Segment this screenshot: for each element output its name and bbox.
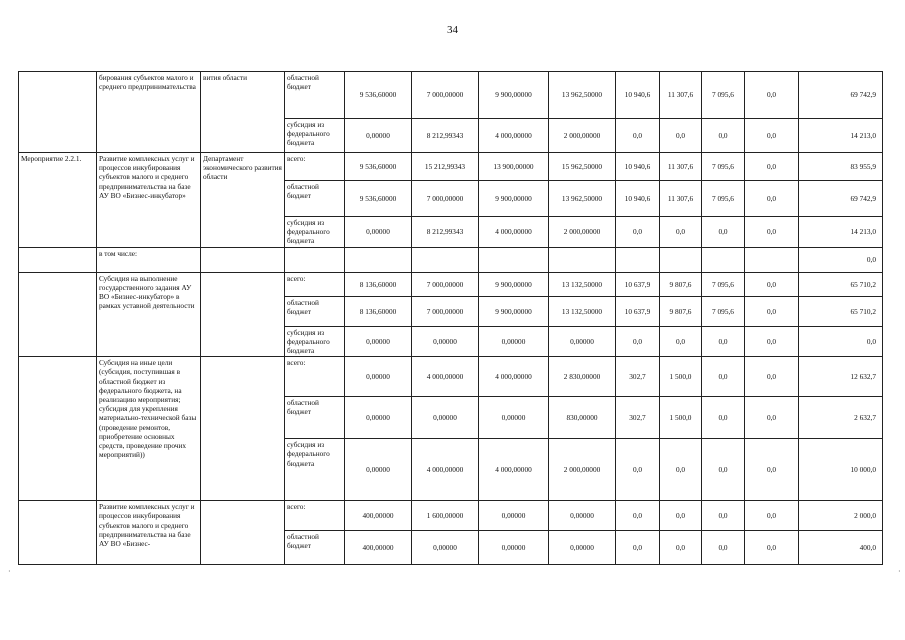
year-value-cell: 0,0 — [745, 296, 799, 326]
funding-source-cell: областной бюджет — [285, 531, 345, 565]
year-value-cell: 0,0 — [616, 531, 660, 565]
year-value-cell: 0,0 — [745, 153, 799, 181]
event-number-cell — [19, 72, 97, 153]
year-value-cell — [745, 247, 799, 272]
year-value-cell: 11 307,6 — [660, 72, 702, 119]
total-value-cell: 12 632,7 — [799, 357, 883, 397]
executor-cell: вития области — [201, 72, 285, 153]
year-value-cell: 8 212,99343 — [412, 217, 479, 248]
funding-source-cell: всего: — [285, 501, 345, 531]
executor-cell — [201, 272, 285, 357]
year-value-cell: 7 000,00000 — [412, 272, 479, 296]
year-value-cell: 0,0 — [702, 439, 745, 501]
year-value-cell: 7 000,00000 — [412, 181, 479, 217]
year-value-cell: 7 000,00000 — [412, 72, 479, 119]
funding-source-cell: субсидия из федерального бюджета — [285, 217, 345, 248]
year-value-cell: 2 000,00000 — [549, 119, 616, 153]
year-value-cell: 0,0 — [616, 501, 660, 531]
event-number-cell — [19, 247, 97, 272]
total-value-cell: 65 710,2 — [799, 272, 883, 296]
funding-source-cell: всего: — [285, 153, 345, 181]
year-value-cell: 830,00000 — [549, 397, 616, 439]
table-row — [19, 501, 883, 531]
year-value-cell: 0,0 — [660, 501, 702, 531]
year-value-cell — [616, 247, 660, 272]
year-value-cell: 0,0 — [745, 119, 799, 153]
funding-source-cell: субсидия из федерального бюджета — [285, 326, 345, 357]
funding-source-cell — [285, 247, 345, 272]
year-value-cell: 0,00000 — [345, 397, 412, 439]
year-value-cell: 7 095,6 — [702, 296, 745, 326]
year-value-cell: 9 900,00000 — [479, 72, 549, 119]
year-value-cell: 302,7 — [616, 357, 660, 397]
event-name-cell: Развитие комплексных услуг и процессов инкубирования субъектов малого и среднего предпринимательства на базе АУ ВО «Бизнес- — [97, 501, 201, 565]
right-edge-mark: · — [898, 567, 901, 576]
year-value-cell: 0,00000 — [412, 397, 479, 439]
year-value-cell: 0,00000 — [345, 439, 412, 501]
year-value-cell: 0,00000 — [479, 531, 549, 565]
year-value-cell — [549, 247, 616, 272]
year-value-cell: 0,0 — [702, 501, 745, 531]
year-value-cell: 9 900,00000 — [479, 181, 549, 217]
year-value-cell: 1 500,0 — [660, 357, 702, 397]
year-value-cell: 0,00000 — [345, 119, 412, 153]
year-value-cell: 0,0 — [616, 217, 660, 248]
funding-source-cell: всего: — [285, 357, 345, 397]
year-value-cell: 0,0 — [702, 326, 745, 357]
year-value-cell — [412, 247, 479, 272]
left-edge-mark: · — [8, 567, 11, 576]
year-value-cell: 1 600,00000 — [412, 501, 479, 531]
year-value-cell: 4 000,00000 — [479, 119, 549, 153]
year-value-cell: 11 307,6 — [660, 153, 702, 181]
total-value-cell: 69 742,9 — [799, 181, 883, 217]
year-value-cell: 1 500,0 — [660, 397, 702, 439]
year-value-cell: 8 136,60000 — [345, 272, 412, 296]
event-name-cell: Развитие комплексных услуг и процессов инкубирования субъектов малого и среднего предпринимательства на базе АУ ВО «Бизнес-инкубатор» — [97, 153, 201, 248]
total-value-cell: 14 213,0 — [799, 119, 883, 153]
year-value-cell: 9 900,00000 — [479, 296, 549, 326]
year-value-cell: 0,0 — [745, 531, 799, 565]
year-value-cell: 8 136,60000 — [345, 296, 412, 326]
year-value-cell: 0,00000 — [345, 326, 412, 357]
year-value-cell: 13 962,50000 — [549, 181, 616, 217]
year-value-cell: 2 830,00000 — [549, 357, 616, 397]
table-row — [19, 153, 883, 181]
year-value-cell: 0,0 — [616, 326, 660, 357]
year-value-cell: 7 095,6 — [702, 272, 745, 296]
table-row — [19, 357, 883, 397]
event-number-cell — [19, 501, 97, 565]
year-value-cell: 0,00000 — [345, 217, 412, 248]
year-value-cell: 0,00000 — [412, 326, 479, 357]
year-value-cell: 0,0 — [745, 501, 799, 531]
table-row — [19, 247, 883, 272]
year-value-cell: 9 536,60000 — [345, 72, 412, 119]
budget-table — [18, 71, 883, 565]
year-value-cell: 0,0 — [616, 439, 660, 501]
executor-cell — [201, 501, 285, 565]
year-value-cell: 10 940,6 — [616, 153, 660, 181]
total-value-cell: 0,0 — [799, 247, 883, 272]
year-value-cell: 0,0 — [702, 397, 745, 439]
year-value-cell: 7 095,6 — [702, 153, 745, 181]
executor-cell: Департамент экономического развития области — [201, 153, 285, 248]
year-value-cell: 0,00000 — [479, 501, 549, 531]
year-value-cell: 0,0 — [660, 217, 702, 248]
year-value-cell: 0,00000 — [412, 531, 479, 565]
funding-source-cell: субсидия из федерального бюджета — [285, 119, 345, 153]
year-value-cell: 10 637,9 — [616, 296, 660, 326]
year-value-cell: 0,00000 — [479, 326, 549, 357]
year-value-cell — [702, 247, 745, 272]
year-value-cell: 4 000,00000 — [412, 357, 479, 397]
year-value-cell: 10 637,9 — [616, 272, 660, 296]
year-value-cell: 13 132,50000 — [549, 272, 616, 296]
year-value-cell: 8 212,99343 — [412, 119, 479, 153]
total-value-cell: 83 955,9 — [799, 153, 883, 181]
funding-source-cell: областной бюджет — [285, 397, 345, 439]
year-value-cell: 4 000,00000 — [479, 217, 549, 248]
year-value-cell: 10 940,6 — [616, 181, 660, 217]
total-value-cell: 0,0 — [799, 326, 883, 357]
year-value-cell: 0,0 — [745, 72, 799, 119]
year-value-cell: 302,7 — [616, 397, 660, 439]
year-value-cell: 400,00000 — [345, 501, 412, 531]
table-row — [19, 72, 883, 119]
total-value-cell: 400,0 — [799, 531, 883, 565]
year-value-cell: 4 000,00000 — [412, 439, 479, 501]
year-value-cell: 13 900,00000 — [479, 153, 549, 181]
year-value-cell: 0,00000 — [549, 531, 616, 565]
year-value-cell: 4 000,00000 — [479, 357, 549, 397]
event-number-cell — [19, 357, 97, 501]
year-value-cell: 2 000,00000 — [549, 439, 616, 501]
year-value-cell: 9 807,6 — [660, 272, 702, 296]
executor-cell — [201, 357, 285, 501]
year-value-cell: 7 000,00000 — [412, 296, 479, 326]
year-value-cell: 0,00000 — [479, 397, 549, 439]
year-value-cell: 9 807,6 — [660, 296, 702, 326]
year-value-cell: 0,0 — [660, 531, 702, 565]
total-value-cell: 69 742,9 — [799, 72, 883, 119]
event-name-cell: бирования субъектов малого и среднего предпринимательства — [97, 72, 201, 153]
year-value-cell: 10 940,6 — [616, 72, 660, 119]
total-value-cell: 10 000,0 — [799, 439, 883, 501]
year-value-cell: 0,00000 — [549, 501, 616, 531]
year-value-cell: 0,0 — [745, 272, 799, 296]
year-value-cell: 9 536,60000 — [345, 181, 412, 217]
year-value-cell: 0,0 — [745, 439, 799, 501]
event-name-cell: в том числе: — [97, 247, 201, 272]
executor-cell — [201, 247, 285, 272]
page-number: 34 — [447, 24, 458, 36]
funding-source-cell: областной бюджет — [285, 181, 345, 217]
funding-source-cell: субсидия из федерального бюджета — [285, 439, 345, 501]
year-value-cell: 2 000,00000 — [549, 217, 616, 248]
year-value-cell: 0,00000 — [549, 326, 616, 357]
year-value-cell: 0,0 — [702, 357, 745, 397]
year-value-cell: 0,0 — [745, 397, 799, 439]
year-value-cell: 0,0 — [745, 217, 799, 248]
total-value-cell: 14 213,0 — [799, 217, 883, 248]
year-value-cell: 0,0 — [745, 181, 799, 217]
total-value-cell: 2 000,0 — [799, 501, 883, 531]
year-value-cell: 0,0 — [745, 326, 799, 357]
event-number-cell — [19, 272, 97, 357]
year-value-cell: 0,0 — [616, 119, 660, 153]
year-value-cell: 0,0 — [702, 531, 745, 565]
year-value-cell: 0,0 — [745, 357, 799, 397]
year-value-cell — [660, 247, 702, 272]
funding-source-cell: областной бюджет — [285, 72, 345, 119]
event-name-cell: Субсидия на иные цели (субсидия, поступившая в областной бюджет из федерального бюджета, на реализацию мероприятия; субсидия для укрепления материально-технической базы (проведение ремонтов, приобретение основных средств, проведение прочих мероприятий)) — [97, 357, 201, 501]
year-value-cell: 15 212,99343 — [412, 153, 479, 181]
year-value-cell: 13 962,50000 — [549, 72, 616, 119]
year-value-cell: 11 307,6 — [660, 181, 702, 217]
year-value-cell: 9 900,00000 — [479, 272, 549, 296]
year-value-cell: 7 095,6 — [702, 181, 745, 217]
year-value-cell: 13 132,50000 — [549, 296, 616, 326]
year-value-cell — [345, 247, 412, 272]
year-value-cell: 0,0 — [660, 439, 702, 501]
year-value-cell: 4 000,00000 — [479, 439, 549, 501]
year-value-cell: 0,0 — [660, 326, 702, 357]
funding-source-cell: всего: — [285, 272, 345, 296]
total-value-cell: 65 710,2 — [799, 296, 883, 326]
year-value-cell: 0,0 — [702, 119, 745, 153]
year-value-cell: 400,00000 — [345, 531, 412, 565]
year-value-cell: 15 962,50000 — [549, 153, 616, 181]
year-value-cell: 7 095,6 — [702, 72, 745, 119]
year-value-cell: 9 536,60000 — [345, 153, 412, 181]
event-number-cell: Мероприятие 2.2.1. — [19, 153, 97, 248]
funding-source-cell: областной бюджет — [285, 296, 345, 326]
total-value-cell: 2 632,7 — [799, 397, 883, 439]
year-value-cell: 0,00000 — [345, 357, 412, 397]
table-row — [19, 272, 883, 296]
year-value-cell: 0,0 — [660, 119, 702, 153]
year-value-cell: 0,0 — [702, 217, 745, 248]
event-name-cell: Субсидия на выполнение государственного задания АУ ВО «Бизнес-инкубатор» в рамках уставной деятельности — [97, 272, 201, 357]
year-value-cell — [479, 247, 549, 272]
